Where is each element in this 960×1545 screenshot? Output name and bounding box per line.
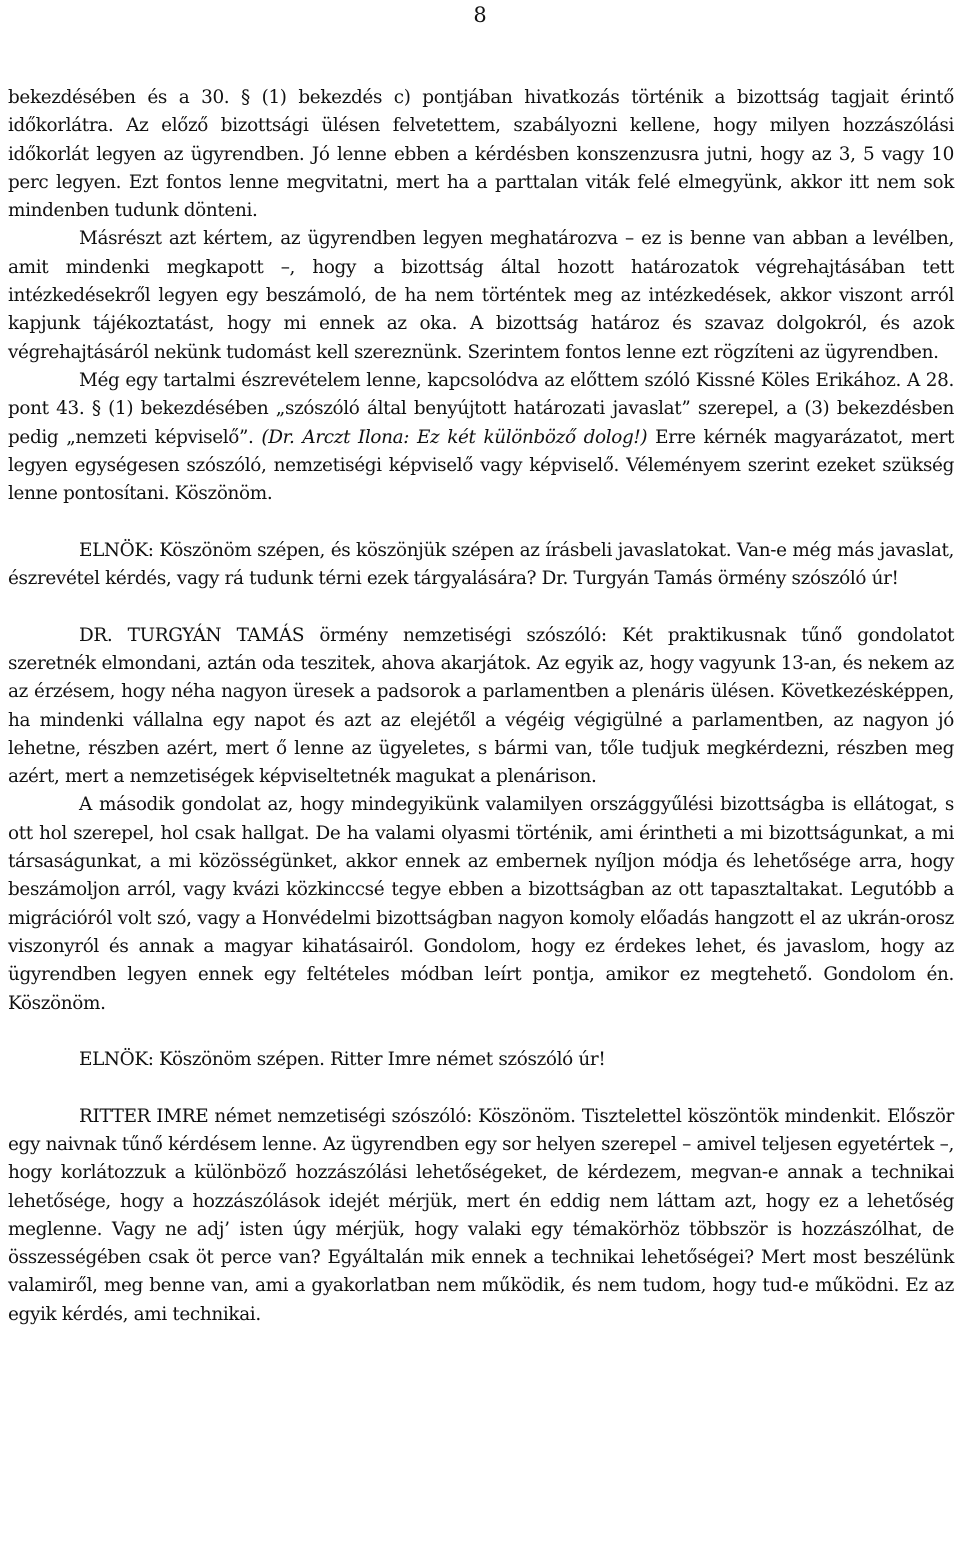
paragraph-turgyan-2: A második gondolat az, hogy mindegyikünk valamilyen országgyűlési bizottságba is ellátogat, s ott hol szerepel, hol csak hallgat. De ha valami olyasmi történik, ami érintheti a mi bizottságunkat, a mi társaságunkat, a mi közösségünket, akkor ennek az embernek nyíljon módja és lehetősége arra, hogy beszámoljon arról, vagy kvázi közkinccsé tegye ebben a bizottságban az ott tapasztaltakat. Legutóbb a migrációról volt szó, vagy a Honvédelmi bizottságban nagyon komoly előadás hangzott el az ukrán-orosz viszonyról és annak a magyar kihatásairól. Gondolom, hogy ez érdekes lehet, és javaslom, hogy az ügyrendben legyen ennek egy feltételes módban leírt pontja, amikor ez megtehető. Gondolom én. Köszönöm. [8,794,954,1014]
page-body [8,84,954,1329]
paragraph-chair-1: ELNÖK: Köszönöm szépen, és köszönjük szépen az írásbeli javaslatokat. Van-e még más javaslat, észrevétel kérdés, vagy rá tudunk térni ezek tárgyalására? Dr. Turgyán Tamás örmény szószóló úr! [8,539,954,590]
remark-text-after: Erre kérnék magyarázatot, mert legyen egységesen szószóló, nemzetiségi képviselő vagy képviselő. Véleményem szerint ezeket szükség lenne pontosítani. Köszönöm. [8,426,954,505]
page-number: 8 [473,3,487,27]
paragraph-resolutions-report: Másrészt azt kértem, az ügyrendben legyen meghatározva – ez is benne van abban a levélben, amit mindenki megkapott –, hogy a bizottság által hozott határozatok végrehajtásában tett intézkedésekről legyen egy beszámoló, de ha nem történtek meg az intézkedések, akkor viszont arról kapjunk tájékoztatást, hogy mi ennek az oka. A bizottság határoz és szavaz dolgokról, és azok végrehajtásáról nekünk tudomást kell szereznünk. Szerintem fontos lenne ezt rögzíteni az ügyrendben. [8,228,954,363]
paragraph-chair-2: ELNÖK: Köszönöm szépen. Ritter Imre német szószóló úr! [79,1049,606,1071]
paragraph-terminology-remark [8,367,954,508]
paragraph-time-limit: bekezdésében és a 30. § (1) bekezdés c) pontjában hivatkozás történik a bizottság tagjait érintő időkorlátra. Az előző bizottsági ülésen felvetettem, szabályozni kellene, hogy milyen hozzászólási időkorlát legyen az ügyrendben. Jó lenne ebben a kérdésben konszenzusra jutni, hogy az 3, 5 vagy 10 perc legyen. Ezt fontos lenne megvitatni, mert ha a parttalan viták felé elmegyünk, akkor itt nem sok mindenben tudunk dönteni. [8,87,954,222]
interjection: (Dr. Arczt Ilona: Ez két különböző dolog!) [261,426,648,448]
paragraph-turgyan-1: DR. TURGYÁN TAMÁS örmény nemzetiségi szószóló: Két praktikusnak tűnő gondolatot szeretnék elmondani, aztán oda teszitek, ahova akarjátok. Az egyik az, hogy vagyunk 13-an, és nekem az az érzésem, hogy néha nagyon üresek a padsorok a parlamentben a plenáris ülésen. Következésképpen, ha mindenki vállalna egy napot és azt az elejétől a végéig végigülné a parlamentben, az nagyon jó lehetne, részben azért, mert ő lenne az ügyeletes, s bármi van, tőle tudjuk megkérdezni, részben meg azért, mert a nemzetiségek képviseltetnék magukat a plenárison. [8,624,954,788]
paragraph-ritter: RITTER IMRE német nemzetiségi szószóló: Köszönöm. Tisztelettel köszöntök mindenkit. Először egy naivnak tűnő kérdésem lenne. Az ügyrendben egy sor helyen szerepel – amivel teljesen egyetértek –, hogy korlátozzuk a különböző hozzászólási lehetőségeket, de kérdezem, megvan-e annak a technikai lehetősége, hogy a hozzászólások idejét mérjük, mert én eddig nem láttam azt, hogy ez a lehetőség meglenne. Vagy ne adj’ isten úgy mérjük, hogy valaki egy témakörhöz többször is hozzászólhat, de összességében csak öt perce van? Egyáltalán mik ennek a technikai lehetőségei? Mert most beszélünk valamiről, meg benne van, ami a gyakorlatban nem működik, és nem tudom, hogy tud-e működni. Ez az egyik kérdés, ami technikai. [8,1105,954,1325]
remark-text-before: Még egy tartalmi észrevételem lenne, kapcsolódva az előttem szóló Kissné Köles Erikához. A 28. pont 43. § (1) bekezdésében „szószóló által benyújtott határozati javaslat” szerepel, a (3) bekezdésben pedig „nemzeti képviselő”. [8,369,954,448]
